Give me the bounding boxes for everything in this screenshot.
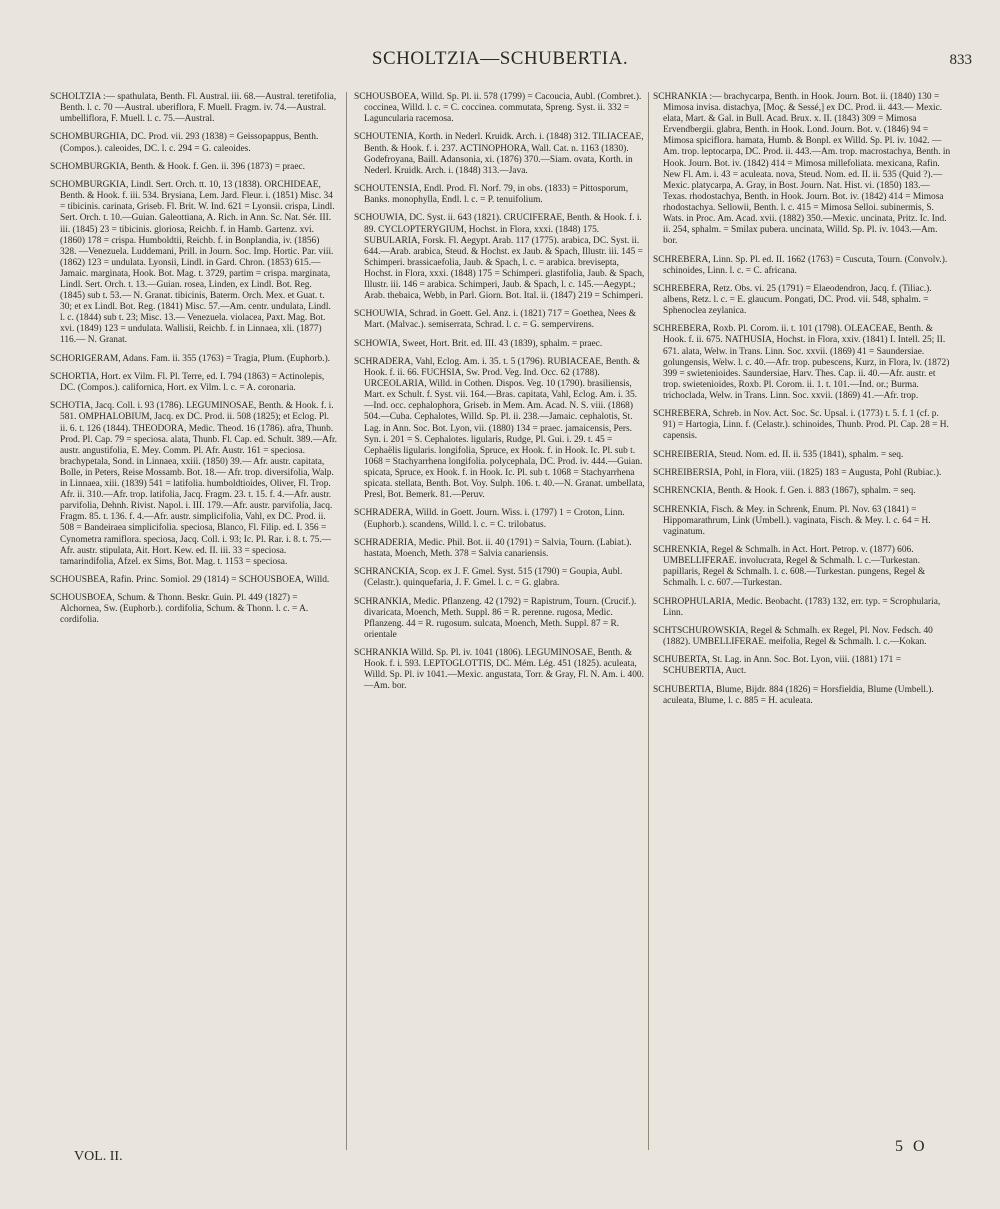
column-left xyxy=(50,92,338,634)
entry-schreibersia: SCHREIBERSIA, Pohl, in Flora, viii. (1825) 183 = Augusta, Pohl (Rubiac.). xyxy=(653,467,942,478)
entry-schortia: SCHORTIA, Hort. ex Vilm. Fl. Pl. Terre, ed. I. 794 (1863) = Actinolepis, DC. (Compos.). californica, Hort. ex Vilm. l. c. = A. coronaria. xyxy=(50,372,325,394)
entry-schomburgkia-lindl: SCHOMBURGKIA, Lindl. Sert. Orch. tt. 10, 13 (1838). ORCHIDEAE, Benth. & Hook. f. iii. 534. Brysiana, Lem. Jard. Fleur. i. (1851) Misc. 34 = tibicinis. carinata, Griseb. Fl. Brit. W. Ind. 621 = Lyonsii. crispa, Lindl. Sert. Orch. t. 10.—Guian. Galeottiana, A. Rich. in Ann. Sc. Nat. Sér. III. iii. (1845) 23 = tibicinis. gloriosa, Reichb. f. in Hamb. Gartenz. xvi. (1860) 178 = crispa. Humboldtii, Reichb. f. in Bonplandia, iv. (1856) 328. —Venezuela. Luddemani, Prill. in Journ. Soc. Imp. Hortic. Par. viii. (1862) 123 = undulata. Lyonsii, Lindl. in Gard. Chron. (1853) 615.— Jamaic. marginata, Hook. Bot. Mag. t. 3729, partim = crispa. marginata, Lindl. Sert. Orch. t. 13.—Guian. rosea, Linden, ex Lindl. Bot. Reg. (1845) sub t. 53.— N. Granat. tibicinis, Baterm. Orch. Mex. et Guat. t. 30; et ex Lindl. Bot. Reg. (1841) Misc. 57.—Am. centr. undulata, Lindl. l. c. (1844) sub t. 23; Misc. 13.— Venezuela. violacea, Paxt. Mag. Bot. xvi. (1849) 123 = undulata. Wallisii, Reichb. f. in Linnaea, xli. (1877) 116.— N. Granat. xyxy=(50,180,335,346)
signature-mark: 5 O xyxy=(895,1138,928,1155)
entry-schuberta: SCHUBERTA, St. Lag. in Ann. Soc. Bot. Lyon, viii. (1881) 171 = SCHUBERTIA, Auct. xyxy=(653,655,901,677)
entry-schowia: SCHOWIA, Sweet, Hort. Brit. ed. III. 43 (1839), sphalm. = praec. xyxy=(354,338,603,349)
entry-schraderia: SCHRADERIA, Medic. Phil. Bot. ii. 40 (1791) = Salvia, Tourn. (Labiat.). hastata, Moench, Meth. 378 = Salvia canariensis. xyxy=(354,537,632,559)
entry-schoutenia: SCHOUTENIA, Korth. in Nederl. Kruidk. Arch. i. (1848) 312. TILIACEAE, Benth. & Hook. f. i. 237. ACTINOPHORA, Wall. Cat. n. 1163 (1830). Godefroyana, Baill. Adansonia, xi. (1876) 370.—Siam. ovata, Korth. in Nederl. Kruidk. Arch. i. (1848) 313.—Java. xyxy=(354,132,644,176)
entry-schrebera-linn: SCHREBERA, Linn. Sp. Pl. ed. II. 1662 (1763) = Cuscuta, Tourn. (Convolv.). schinoides, Linn. l. c. = C. africana. xyxy=(653,254,948,276)
entry-schrebera-roxb: SCHREBERA, Roxb. Pl. Corom. ii. t. 101 (1798). OLEACEAE, Benth. & Hook. f. ii. 675. NATHUSIA, Hochst. in Flora, xxiv. (1841) I. Intell. 25; II. 671. alata, Welw. in Trans. Linn. Soc. xxvii. (1869) 41 = Saundersiae. golungensis, Welw. l. c. 40.—Afr. trop. pubescens, Kurz, in Flora, lv. (1872) 399 = swietenioides. Saundersiae, Harv. Thes. Cap. ii. 40.—Afr. austr. et trop. swietenioides, Roxb. Pl. Corom. ii. 1. t. 101.—Ind. or.; Burma. trichoclada, Welw. in Trans. Linn. Soc. xxvii. (1869) 41.—Afr. trop. xyxy=(653,324,950,401)
entry-schouwia-schrad: SCHOUWIA, Schrad. in Goett. Gel. Anz. i. (1821) 717 = Goethea, Nees & Mart. (Malvac.). semiserrata, Schrad. l. c. = G. sempervirens. xyxy=(354,309,637,331)
entry-schomburghia: SCHOMBURGHIA, DC. Prod. vii. 293 (1838) = Geissopappus, Benth. (Compos.). caleoides, DC. l. c. 294 = G. caleoides. xyxy=(50,132,319,154)
entry-schrebera-retz: SCHREBERA, Retz. Obs. vi. 25 (1791) = Elaeodendron, Jacq. f. (Tiliac.). albens, Retz. l. c. = E. glaucum. Pongati, DC. Prod. vii. 548, sphalm. = Sphenoclea zeylanica. xyxy=(653,283,932,317)
entry-schousboea-schum: SCHOUSBOEA, Schum. & Thonn. Beskr. Guin. Pl. 449 (1827) = Alchornea, Sw. (Euphorb.). cordifolia, Schum. & Thonn. l. c. = A. cordifolia. xyxy=(50,593,309,626)
entry-schradera-willd: SCHRADERA, Willd. in Goett. Journ. Wiss. i. (1797) 1 = Croton, Linn. (Euphorb.). scandens, Willd. l. c. = C. trilobatus. xyxy=(354,508,625,530)
entry-schreiberia: SCHREIBERIA, Steud. Nom. ed. II. ii. 535 (1841), sphalm. = seq. xyxy=(653,449,904,460)
entry-schrankia-cont: SCHRANKIA :— brachycarpa, Benth. in Hook. Journ. Bot. ii. (1840) 130 = Mimosa invisa. distachya, [Moç. & Sessé,] ex DC. Prod. ii. 443.— Mexic. elata, Mart. & Gal. in Bull. Acad. Brux. x. II. (1843) 309 = Mimosa Ervendbergii. glabra, Benth. in Hook. Lond. Journ. Bot. v. (1846) 94 = Mimosa spiciflora. hamata, Humb. & Bonpl. ex Willd. Sp. Pl. iv. 1042. —Am. trop. leptocarpa, DC. Prod. ii. 443.—Am. trop. macrostachya, Benth. in Hook. Journ. Bot. iv. (1842) 414 = Mimosa millefoliata. mexicana, Rafin. New Fl. Am. i. 43 = aculeata. nova, Steud. Nom. ed. II. ii. 535 (Quid ?).—Mexic. platycarpa, A. Gray, in Bost. Journ. Nat. Hist. vi. (1850) 183.—Texas. rhodostachya, Benth. in Hook. Journ. Bot. iv. (1842) 414 = Mimosa rhodostachya. Sellowii, Benth. l. c. 415 = Mimosa Selloi. subinermis, S. Wats. in Proc. Am. Acad. xvii. (1882) 350.—Mexic. uncinata, Pritz. Ic. Ind. ii. 254, sphalm. = Smilax pubera. uncinata, Willd. Sp. Pl. iv. 1043.—Am. bor. xyxy=(653,92,951,247)
entry-schradera-vahl: SCHRADERA, Vahl, Eclog. Am. i. 35. t. 5 (1796). RUBIACEAE, Benth. & Hook. f. ii. 66. FUCHSIA, Sw. Prod. Veg. Ind. Occ. 62 (1788). URCEOLARIA, Willd. in Cothen. Dispos. Veg. 10 (1790). brasiliensis, Mart. ex Schult. f. Syst. vii. 164.—Bras. capitata, Vahl, Eclog. Am. i. 35.—Ind. occ. cephalophora, Griseb. in Mem. Am. Acad. N. S. viii. (1868) 504.—Cuba. Cephalotes, Willd. Sp. Pl. ii. 238.—Jamaic. cephalotis, St. Lag. in Ann. Soc. Bot. Lyon, vii. (1880) 134 = praec. jamaicensis, Pers. Syn. i. 201 = S. Cephalotes. ligularis, Rudge, Pl. Gui. i. 29. t. 45 = Cephaëlis ligularis. longifolia, Spruce, ex Hook. f. in Hook. Ic. Pl. sub t. 1068 = Stachyarrhena longifolia. polycephala, DC. Prod. iv. 444.—Guian. spicata, Spruce, ex Hook. f. in Hook. Ic. Pl. sub t. 1068 = Stachyarrhena spicata. stellata, Benth. Bot. Voy. Sulph. 106. t. 40.—N. Granat. umbellata, Presl, Bot. Bemerk. 81.—Peruv. xyxy=(354,357,645,501)
entry-schrenkia-regel: SCHRENKIA, Regel & Schmalh. in Act. Hort. Petrop. v. (1877) 606. UMBELLIFERAE. involucrata, Regel & Schmalh. l. c.—Turkestan. papillaris, Regel & Schmalh. l. c. 608.—Turkestan. pungens, Regel & Schmalh. l. c. 607.—Turkestan. xyxy=(653,544,926,589)
entry-schorigeram: SCHORIGERAM, Adans. Fam. ii. 355 (1763) = Tragia, Plum. (Euphorb.). xyxy=(50,353,331,364)
entry-schousboea-willd: SCHOUSBOEA, Willd. Sp. Pl. ii. 578 (1799) = Cacoucia, Aubl. (Combret.). coccinea, Willd. l. c. = C. coccinea. commutata, Spreng. Syst. ii. 332 = Laguncularia racemosa. xyxy=(354,92,642,125)
entry-schomburgkia-benth: SCHOMBURGKIA, Benth. & Hook. f. Gen. ii. 396 (1873) = praec. xyxy=(50,161,306,172)
entry-schrenkia-fisch: SCHRENKIA, Fisch. & Mey. in Schrenk, Enum. Pl. Nov. 63 (1841) = Hippomarathrum, Link (Umbell.). vaginata, Fisch. & Mey. l. c. 64 = H. vaginatum. xyxy=(653,504,931,537)
entry-schtschurowskia: SCHTSCHUROWSKIA, Regel & Schmalh. ex Regel, Pl. Nov. Fedsch. 40 (1882). UMBELLIFERAE. meifolia, Regel & Schmalh. l. c.—Kokan. xyxy=(653,625,933,647)
entry-schrophularia: SCHROPHULARIA, Medic. Beobacht. (1783) 132, err. typ. = Scrophularia, Linn. xyxy=(653,596,941,618)
column-middle xyxy=(354,92,645,700)
column-rule-right xyxy=(648,92,649,1150)
column-right xyxy=(653,92,953,714)
entry-schrankia-willd: SCHRANKIA Willd. Sp. Pl. iv. 1041 (1806). LEGUMINOSAE, Benth. & Hook. f. i. 593. LEPTOGLOTTIS, DC. Mém. Lég. 451 (1825). aculeata, Willd. Sp. Pl. iv 1041.—Mexic. angustata, Torr. & Gray, Fl. N. Am. i. 400.—Am. bor. xyxy=(354,648,644,692)
entry-schubertia: SCHUBERTIA, Blume, Bijdr. 884 (1826) = Horsfieldia, Blume (Umbell.). aculeata, Blume, l. c. 885 = H. aculeata. xyxy=(653,684,934,706)
entry-schrebera-schreb: SCHREBERA, Schreb. in Nov. Act. Soc. Sc. Upsal. i. (1773) t. 5. f. 1 (cf. p. 91) = Hartogia, Linn. f. (Celastr.). schinoides, Thunb. Prod. Pl. Cap. 28 = H. capensis. xyxy=(653,409,949,442)
volume-label: VOL. II. xyxy=(74,1149,123,1164)
entry-schranckia: SCHRANCKIA, Scop. ex J. F. Gmel. Syst. 515 (1790) = Goupia, Aubl. (Celastr.). quinquefaria, J. F. Gmel. l. c. = G. glabra. xyxy=(354,567,623,589)
entry-schoutensia: SCHOUTENSIA, Endl. Prod. Fl. Norf. 79, in obs. (1833) = Pittosporum, Banks. monophylla, Endl. l. c. = P. tenuifolium. xyxy=(354,184,629,206)
entry-schousbea: SCHOUSBEA, Rafin. Princ. Somiol. 29 (1814) = SCHOUSBOEA, Willd. xyxy=(50,574,330,585)
column-rule-left xyxy=(346,92,347,1150)
entry-schotia: SCHOTIA, Jacq. Coll. i. 93 (1786). LEGUMINOSAE, Benth. & Hook. f. i. 581. OMPHALOBIUM, Jacq. ex DC. Prod. ii. 508 (1825); et Eclog. Pl. ii. 6. t. 126 (1844). THEODORA, Medic. Theod. 16 (1786). afra, Thunb. Prod. Pl. Cap. 79 = speciosa. alata, Thunb. Fl. Cap. ed. Schult. 389.—Afr. austr. angustifolia, E. Mey. Comm. Pl. Afr. Austr. 161 = speciosa. brachypetala, Sond. in Linnaea, xxiii. (1850) 39.— Afr. austr. capitata, Bolle, in Peters, Reise Mossamb. Bot. 18.— Afr. trop. diversifolia, Walp. in Linnaea, xiii. (1839) 541 = latifolia. humboldtioides, Oliver, Fl. Trop. Afr. ii. 310.—Afr. trop. latifolia, Jacq. Fragm. 23. t. 15. f. 4.—Afr. austr. parvifolia, Dehnh. Rivist. Napol. i. III. 179.—Afr. austr. parvifolia, Jacq. Fragm. 85. t. 136. f. 4.—Afr. austr. simplicifolia, Vahl, ex DC. Prod. ii. 508 = Bandeiraea simplicifolia. speciosa, Blanco, Fl. Filip. ed. I. 356 = Cynometra ramiflora. speciosa, Jacq. Coll. i. 93; Ic. Pl. Rar. i. 8. t. 75.— Afr. austr. stipulata, Ait. Hort. Kew. ed. II. iii. 33 = speciosa. tamarindifolia, Afzel. ex Sims, Bot. Mag. t. 1153 = speciosa. xyxy=(50,401,337,567)
running-head: SCHOLTZIA—SCHUBERTIA. xyxy=(371,48,629,69)
page-number: 833 xyxy=(949,52,972,68)
entry-schouwia-dc: SCHOUWIA, DC. Syst. ii. 643 (1821). CRUCIFERAE, Benth. & Hook. f. i. 89. CYCLOPTERYGIUM, Hochst. in Flora, xxxi. (1848) 175. SUBULARIA, Forsk. Fl. Aegypt. Arab. 117 (1775). arabica, DC. Syst. ii. 644.—Arab. arabica, Steud. & Hochst. ex Jaub. & Spach, Illustr. iii. 145 = Schimperi. brassicaefolia, Jaub. & Spach, l. c. = arabica. brevisepta, Hochst. in Flora, xxxi. (1848) 175 = Schimperi. glastifolia, Jaub. & Spach, Illustr. iii. 146 = arabica. Schimperi, Jaub. & Spach, l. c. 145.—Aegypt.; Arab. thebaica, Webb, in Parl. Giorn. Bot. Ital. ii. (1847) 219 = Schimperi. xyxy=(354,213,645,302)
entry-schrenckia: SCHRENCKIA, Benth. & Hook. f. Gen. i. 883 (1867), sphalm. = seq. xyxy=(653,486,916,497)
entry-scholtzia-cont: SCHOLTZIA :— spathulata, Benth. Fl. Austral. iii. 68.—Austral. teretifolia, Benth. l. c. 70 —Austral. uberiflora, F. Muell. Fragm. iv. 74.—Austral. umbelliflora, F. Muell. l. c. 75.—Austral. xyxy=(50,92,337,125)
entry-schrankia-medic: SCHRANKIA, Medic. Pflanzeng. 42 (1792) = Rapistrum, Tourn. (Crucif.). divaricata, Moench, Meth. Suppl. 86 = R. perenne. rugosa, Medic. Pflanzeng. 44 = R. rugosum. sulcata, Moench, Meth. Suppl. 87 = R. orientale xyxy=(354,596,637,640)
